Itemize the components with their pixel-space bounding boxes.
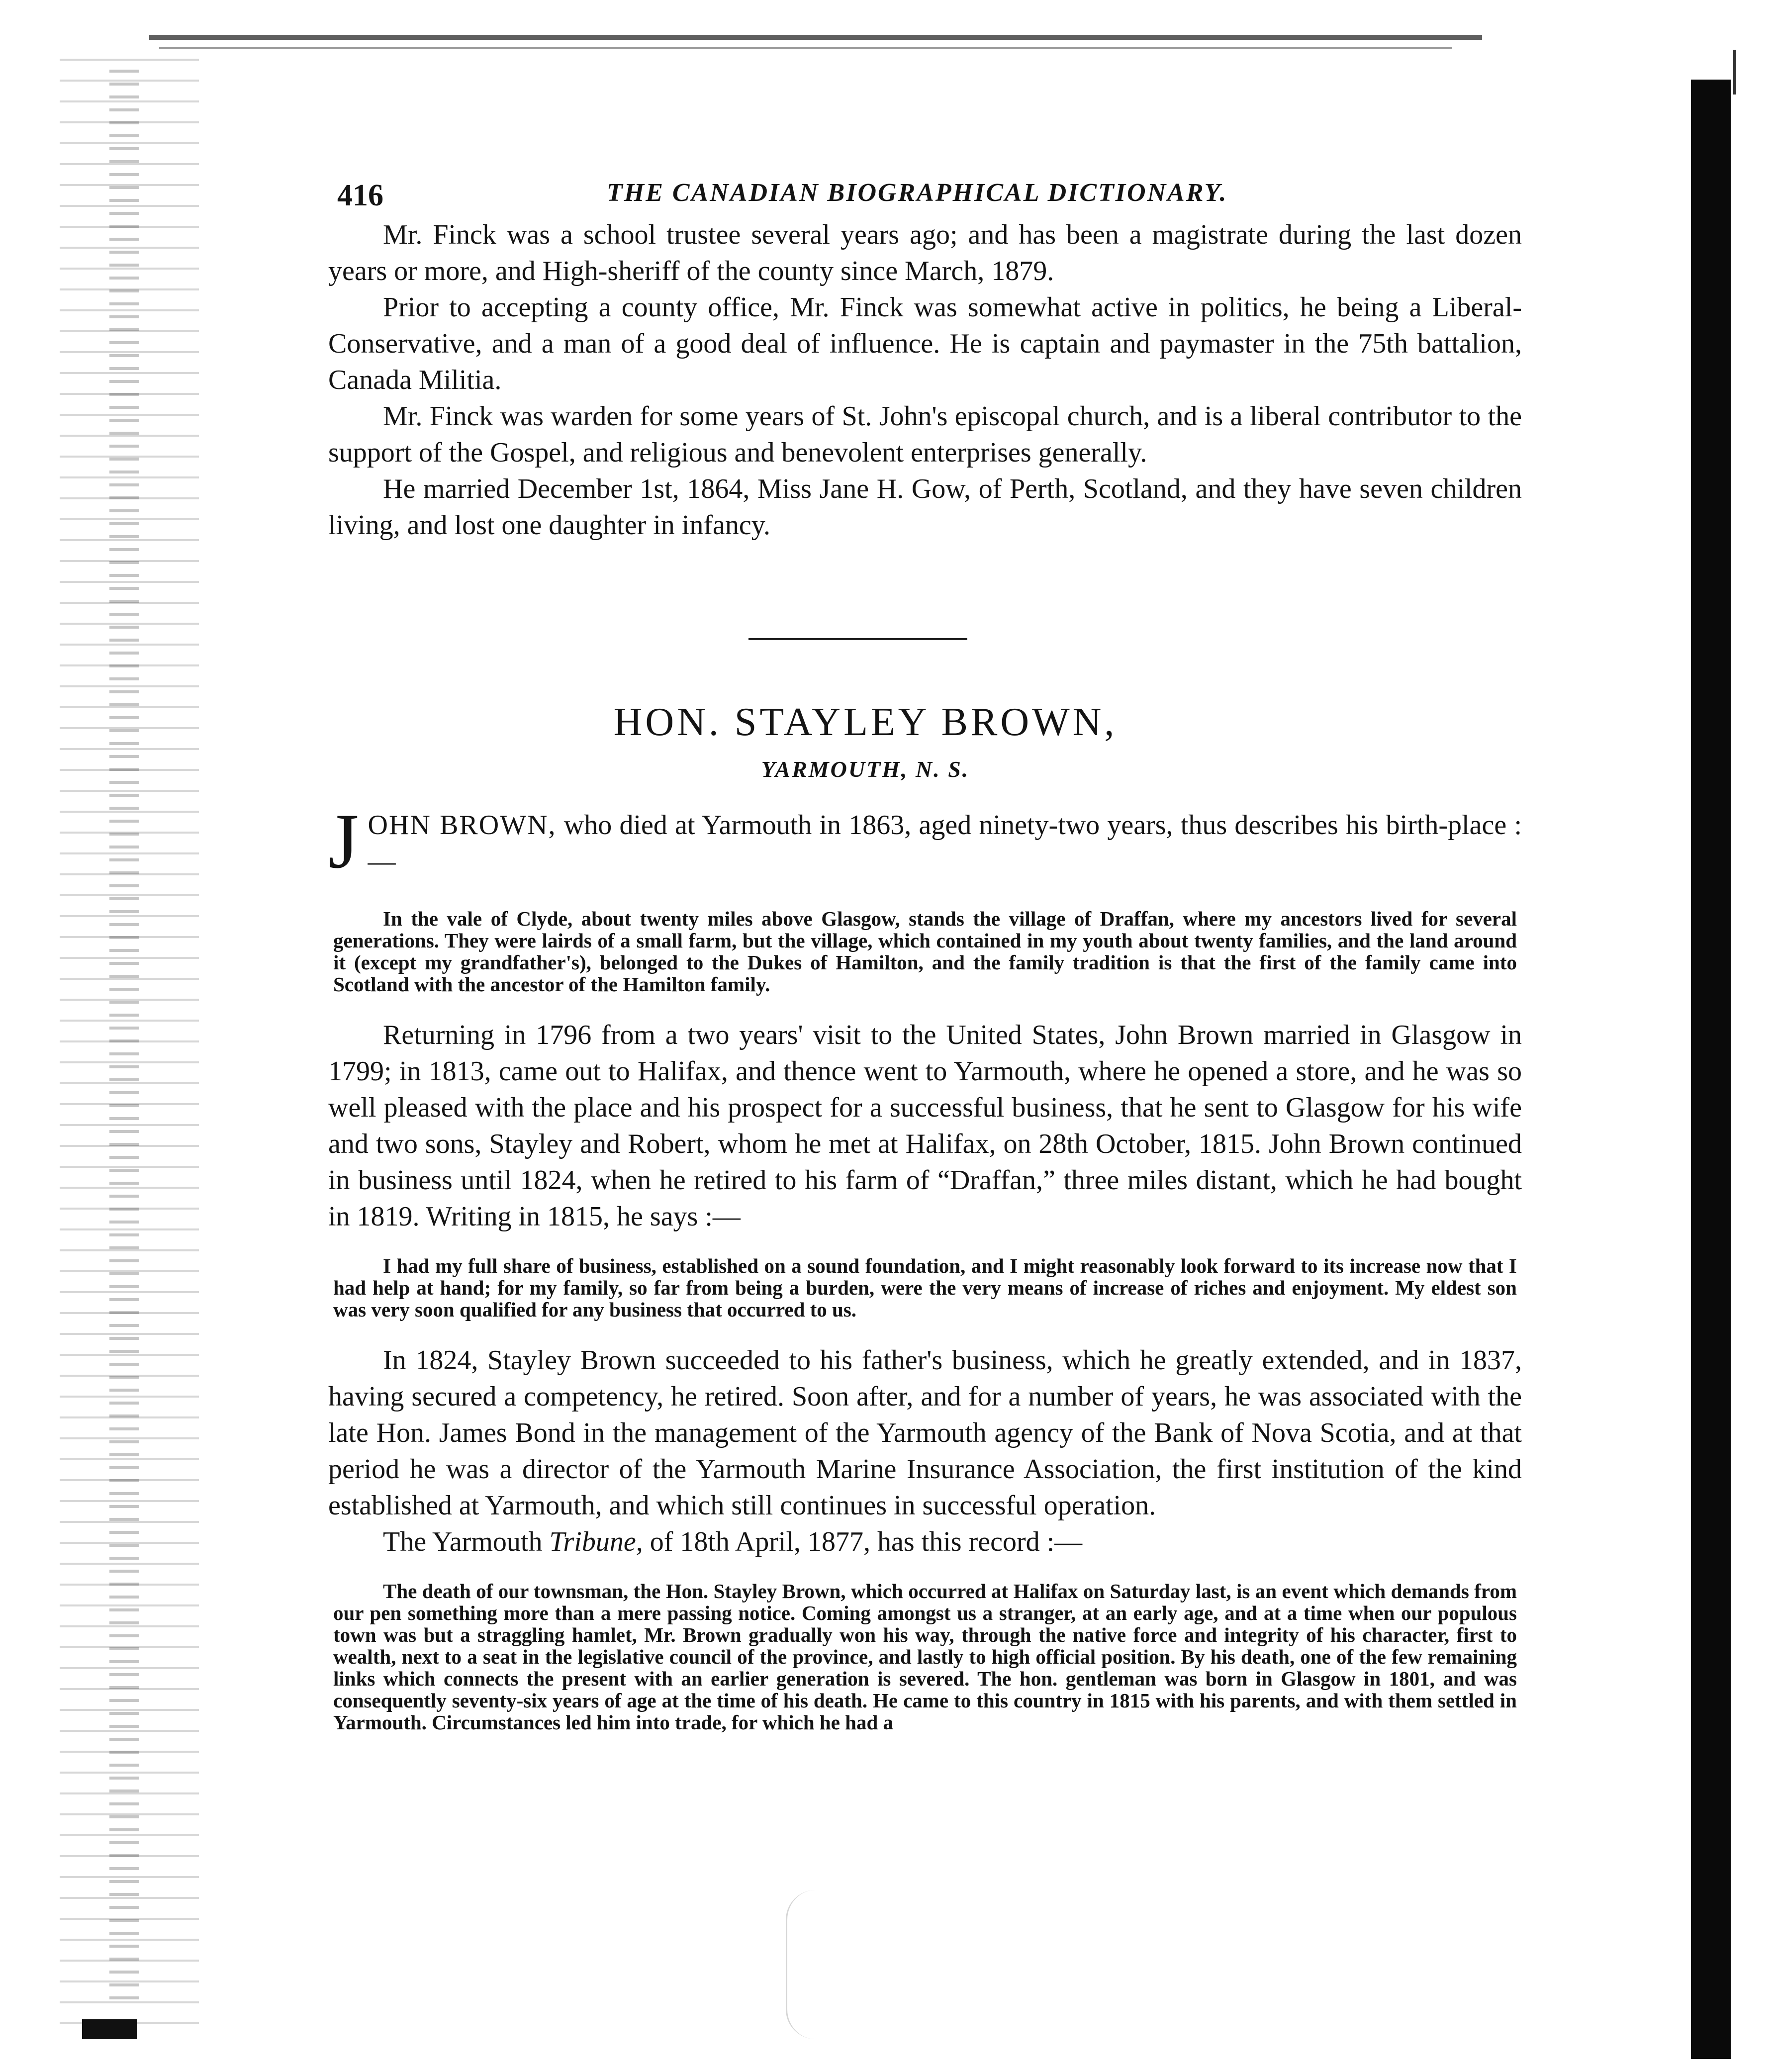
paragraph	[328, 1524, 1522, 1560]
text-run: The Yarmouth	[383, 1526, 550, 1557]
scan-top-rule	[149, 35, 1482, 40]
previous-biography-ending	[328, 217, 1522, 544]
paragraph: Prior to accepting a county office, Mr. Finck was somewhat active in politics, he being a Liberal-Conservative, and a man of a good deal of influence. He is captain and paymaster in the 75th battalion, Canada Militia.	[328, 292, 1522, 395]
paragraph: In 1824, Stayley Brown succeeded to his father's business, which he greatly extended, and in 1837, having secured a competency, he retired. Soon after, and for a number of years, he was associated with the late Hon. James Bond in the management of the Yarmouth agency of the Bank of Nova Scotia, and at that period he was a director of the Yarmouth Marine Insurance Association, the first institution of the kind established at Yarmouth, and which still continues in successful operation.	[328, 1345, 1522, 1521]
block-quote: In the vale of Clyde, about twenty miles above Glasgow, stands the village of Draffan, where my ancestors lived for several generations. They were lairds of a small farm, but the village, which contained in my youth about twenty families, and the land around it (except my grandfather's), belonged to the Dukes of Hamilton, and the family tradition is that the first of the family came into Scotland with the ancestor of the Hamilton family.	[333, 907, 1517, 996]
newspaper-name: Tribune,	[549, 1526, 643, 1557]
opening-paragraph	[328, 798, 1522, 885]
running-title: THE CANADIAN BIOGRAPHICAL DICTIONARY.	[607, 179, 1228, 207]
paragraph: Returning in 1796 from a two years' visit to the United States, John Brown married in Glasgow in 1799; in 1813, came out to Halifax, and thence went to Yarmouth, where he opened a store, and he was so well pleased with the place and his prospect for a successful business, that he sent to Glasgow for his wife and two sons, Stayley and Robert, whom he met at Halifax, on 28th October, 1815. John Brown continued in business until 1824, when he retired to his farm of “Draffan,” three miles distant, which he had bought in 1819. Writing in 1815, he says :—	[328, 1020, 1522, 1232]
section-divider	[748, 638, 967, 640]
biography-opening	[328, 798, 1522, 885]
paragraph: Mr. Finck was a school trustee several years ago; and has been a magistrate during the last dozen years or more, and High-sheriff of the county since March, 1879.	[328, 219, 1522, 286]
block-quote: I had my full share of business, established on a sound foundation, and I might reasonably look forward to its increase now that I had help at hand; for my family, so far from being a burden, were the very means of increase of riches and enjoyment. My eldest son was very soon qualified for any business that occurred to us.	[333, 1254, 1517, 1321]
scan-left-margin-noise-dense	[109, 60, 139, 1999]
scan-bottom-left-mark	[82, 2019, 137, 2039]
page-number: 416	[337, 179, 383, 212]
drop-cap: J	[328, 798, 359, 885]
biography-heading: HON. STAYLEY BROWN,	[613, 700, 1118, 744]
scan-right-edge-shadow	[1691, 80, 1731, 2059]
scan-smudge	[786, 1890, 862, 2039]
text-run: of 18th April, 1877, has this record :—	[643, 1526, 1083, 1557]
scan-top-rule-thin	[159, 47, 1452, 49]
running-head	[328, 169, 1522, 214]
paragraph: He married December 1st, 1864, Miss Jane H. Gow, of Perth, Scotland, and they have seven children living, and lost one daughter in infancy.	[328, 473, 1522, 541]
opening-smallcaps: OHN BROWN,	[368, 810, 557, 841]
biography-location: YARMOUTH, N. S.	[761, 756, 970, 782]
opening-rest: who died at Yarmouth in 1863, aged ninety-two years, thus describes his birth-place :—	[368, 810, 1522, 877]
block-quote: The death of our townsman, the Hon. Stayley Brown, which occurred at Halifax on Saturday last, is an event which demands from our pen something more than a mere passing notice. Coming amongst us a stranger, at an early age, and at a time when our populous town was but a straggling hamlet, Mr. Brown gradually won his way, through the native force and integrity of his character, first to wealth, next to a seat in the legislative council of the province, and lastly to high official position. By his death, one of the few remaining links which connects the present with an earlier generation is severed. The hon. gentleman was born in Glasgow in 1801, and was consequently seventy-six years of age at the time of his death. He came to this country in 1815 with his parents, and with them settled in Yarmouth. Circumstances led him into trade, for which he had a	[333, 1580, 1517, 1734]
scan-right-edge-tick	[1733, 50, 1736, 94]
paragraph: Mr. Finck was warden for some years of St. John's episcopal church, and is a liberal contributor to the support of the Gospel, and religious and benevolent enterprises generally.	[328, 401, 1522, 468]
page-content	[328, 169, 1522, 1733]
